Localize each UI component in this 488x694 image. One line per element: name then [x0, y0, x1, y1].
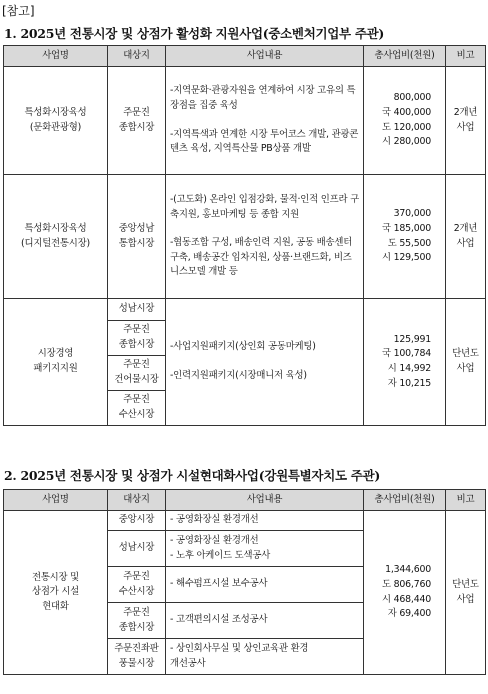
header-content: 사업내용: [166, 490, 364, 511]
content-cell: -지역문화·관광자원을 연계하여 시장 고유의 특장점을 집중 육성 -지역특색과 연계한 시장 투어코스 개발, 관광콘텐츠 육성, 지역특산물 PB상품 개발: [166, 67, 364, 175]
table-row: [4, 511, 486, 531]
content-cell: - 상인회사무실 및 상인교육관 환경 개선공사: [166, 639, 364, 675]
reference-label: [참고]: [2, 4, 35, 18]
content-cell: - 해수펌프시설 보수공사: [166, 567, 364, 603]
table-row: [4, 175, 486, 299]
target-cell: 주문진 건어물시장: [108, 356, 166, 391]
header-content: 사업내용: [166, 46, 364, 67]
budget-cell: 125,991 국 100,784 시 14,992 자 10,215: [364, 299, 446, 426]
target-cell: 주문진좌판 풍물시장: [108, 639, 166, 675]
header-project-name: 사업명: [4, 490, 108, 511]
section2-heading: 2. 2025년 전통시장 및 상점가 시설현대화사업(강원특별자치도 주관): [4, 468, 380, 483]
target-cell: 성남시장: [108, 531, 166, 567]
header-target: 대상지: [108, 46, 166, 67]
note-cell: 2개년 사업: [446, 175, 486, 299]
content-cell: -(고도화) 온라인 입점강화, 물적·인적 인프라 구축지원, 홍보마케팅 등 종합 지원 -협동조합 구성, 배송인력 지원, 공동 배송센터 구축, 배송공간 임차지원, 상품·브랜드화, 비즈니스모델 개발 등: [166, 175, 364, 299]
content-cell: - 공영화장실 환경개선 - 노후 아케이드 도색공사: [166, 531, 364, 567]
header-budget: 총사업비(천원): [364, 46, 446, 67]
note-cell: 2개년 사업: [446, 67, 486, 175]
content-cell: - 공영화장실 환경개선: [166, 511, 364, 531]
budget-cell: 800,000 국 400,000 도 120,000 시 280,000: [364, 67, 446, 175]
section2-table: [3, 489, 486, 675]
content-cell: - 고객편의시설 조성공사: [166, 603, 364, 639]
header-budget: 총사업비(천원): [364, 490, 446, 511]
header-target: 대상지: [108, 490, 166, 511]
header-project-name: 사업명: [4, 46, 108, 67]
budget-cell: 370,000 국 185,000 도 55,500 시 129,500: [364, 175, 446, 299]
project-name-cell: 특성화시장육성 (문화관광형): [4, 67, 108, 175]
header-note: 비고: [446, 490, 486, 511]
section1-heading: 1. 2025년 전통시장 및 상점가 활성화 지원사업(중소벤처기업부 주관): [4, 26, 385, 41]
target-cell: 주문진 종합시장: [108, 67, 166, 175]
table-row: [4, 299, 486, 321]
table-row: [4, 67, 486, 175]
target-cell: 주문진 종합시장: [108, 321, 166, 356]
project-name-cell: 전통시장 및 상점가 시설 현대화: [4, 511, 108, 675]
target-cell: 성남시장: [108, 299, 166, 321]
content-cell: -사업지원패키지(상인회 공동마케팅) -인력지원패키지(시장매니저 육성): [166, 299, 364, 426]
budget-cell: 1,344,600 도 806,760 시 468,440 자 69,400: [364, 511, 446, 675]
target-cell: 주문진 수산시장: [108, 391, 166, 426]
target-cell: 중앙성남 통합시장: [108, 175, 166, 299]
table-header-row: [4, 490, 486, 511]
project-name-cell: 특성화시장육성 (디지털전통시장): [4, 175, 108, 299]
target-cell: 중앙시장: [108, 511, 166, 531]
note-cell: 단년도 사업: [446, 299, 486, 426]
target-cell: 주문진 종합시장: [108, 603, 166, 639]
note-cell: 단년도 사업: [446, 511, 486, 675]
target-cell: 주문진 수산시장: [108, 567, 166, 603]
table-header-row: [4, 46, 486, 67]
section1-table: [3, 45, 486, 426]
header-note: 비고: [446, 46, 486, 67]
project-name-cell: 시장경영 패키지지원: [4, 299, 108, 426]
